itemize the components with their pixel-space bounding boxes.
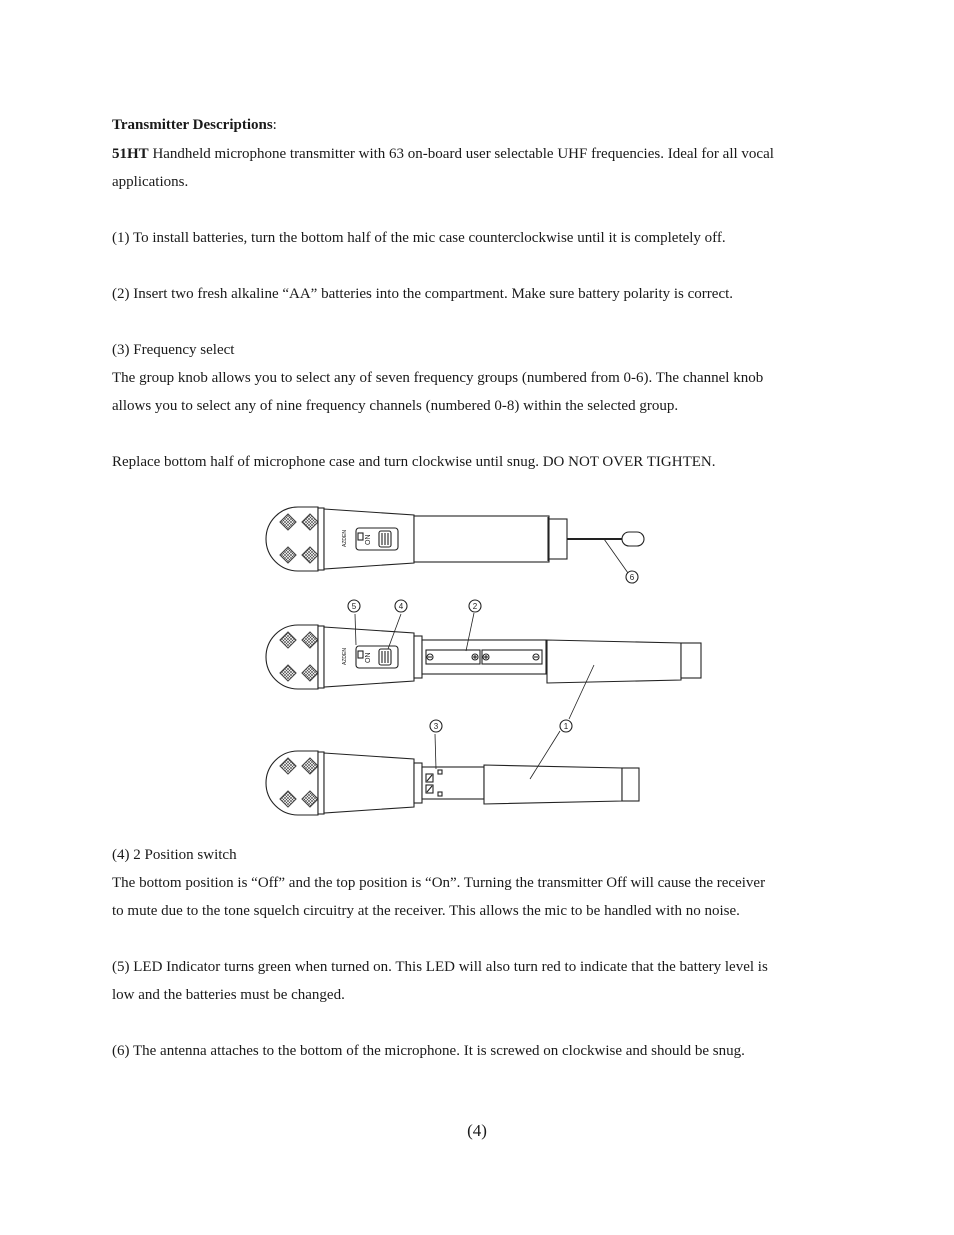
switch-label-2: ON: [365, 652, 372, 663]
step-5-line-2: low and the batteries must be changed.: [112, 987, 345, 1003]
callout-5: 5: [351, 602, 357, 611]
microphone-knobs: [266, 720, 639, 815]
step-5-line-1: (5) LED Indicator turns green when turned on. This LED will also turn red to indicate that the battery level is: [112, 959, 768, 975]
heading-colon: :: [272, 117, 277, 133]
step-4-line-1: The bottom position is “Off” and the top position is “On”. Turning the transmitter Off will cause the receiver: [112, 875, 766, 891]
heading-title: Transmitter Descriptions: [112, 117, 273, 133]
microphone-open: [266, 600, 701, 719]
step-3-line-2: allows you to select any of nine frequency channels (numbered 0-8) within the selected group.: [112, 398, 679, 414]
callout-6: 6: [629, 573, 635, 582]
step-2: (2) Insert two fresh alkaline “AA” batteries into the compartment. Make sure battery polarity is correct.: [112, 286, 734, 302]
step-3-line-1: The group knob allows you to select any of seven frequency groups (numbered from 0-6). The channel knob: [112, 370, 764, 386]
intro-line-1: [112, 144, 774, 164]
replace-instruction: Replace bottom half of microphone case and turn clockwise until snug. DO NOT OVER TIGHTEN.: [112, 454, 716, 470]
microphone-diagram: [258, 495, 713, 825]
callout-4: 4: [398, 602, 404, 611]
step-4-line-2: to mute due to the tone squelch circuitry at the receiver. This allows the mic to be handled with no noise.: [112, 903, 740, 919]
step-4-title: (4) 2 Position switch: [112, 847, 237, 863]
step-6: (6) The antenna attaches to the bottom of the microphone. It is screwed on clockwise and should be snug.: [112, 1043, 745, 1059]
brand-label-2: AZDEN: [342, 648, 348, 665]
callout-3: 3: [433, 722, 439, 731]
microphone-assembled: [266, 507, 644, 583]
page-number: (4): [467, 1121, 487, 1140]
brand-label-1: AZDEN: [342, 530, 348, 547]
step-3-title: (3) Frequency select: [112, 342, 235, 358]
callout-1: 1: [563, 722, 569, 731]
switch-label-1: ON: [365, 534, 372, 545]
callout-2: 2: [472, 602, 478, 611]
step-1: (1) To install batteries, turn the bottom half of the mic case counterclockwise until it is completely off.: [112, 230, 726, 246]
intro-line-2: applications.: [112, 174, 189, 190]
section-heading: [112, 115, 277, 135]
intro-text: Handheld microphone transmitter with 63 on-board user selectable UHF frequencies. Ideal for all vocal: [148, 146, 774, 162]
model-name: 51HT: [112, 146, 149, 162]
